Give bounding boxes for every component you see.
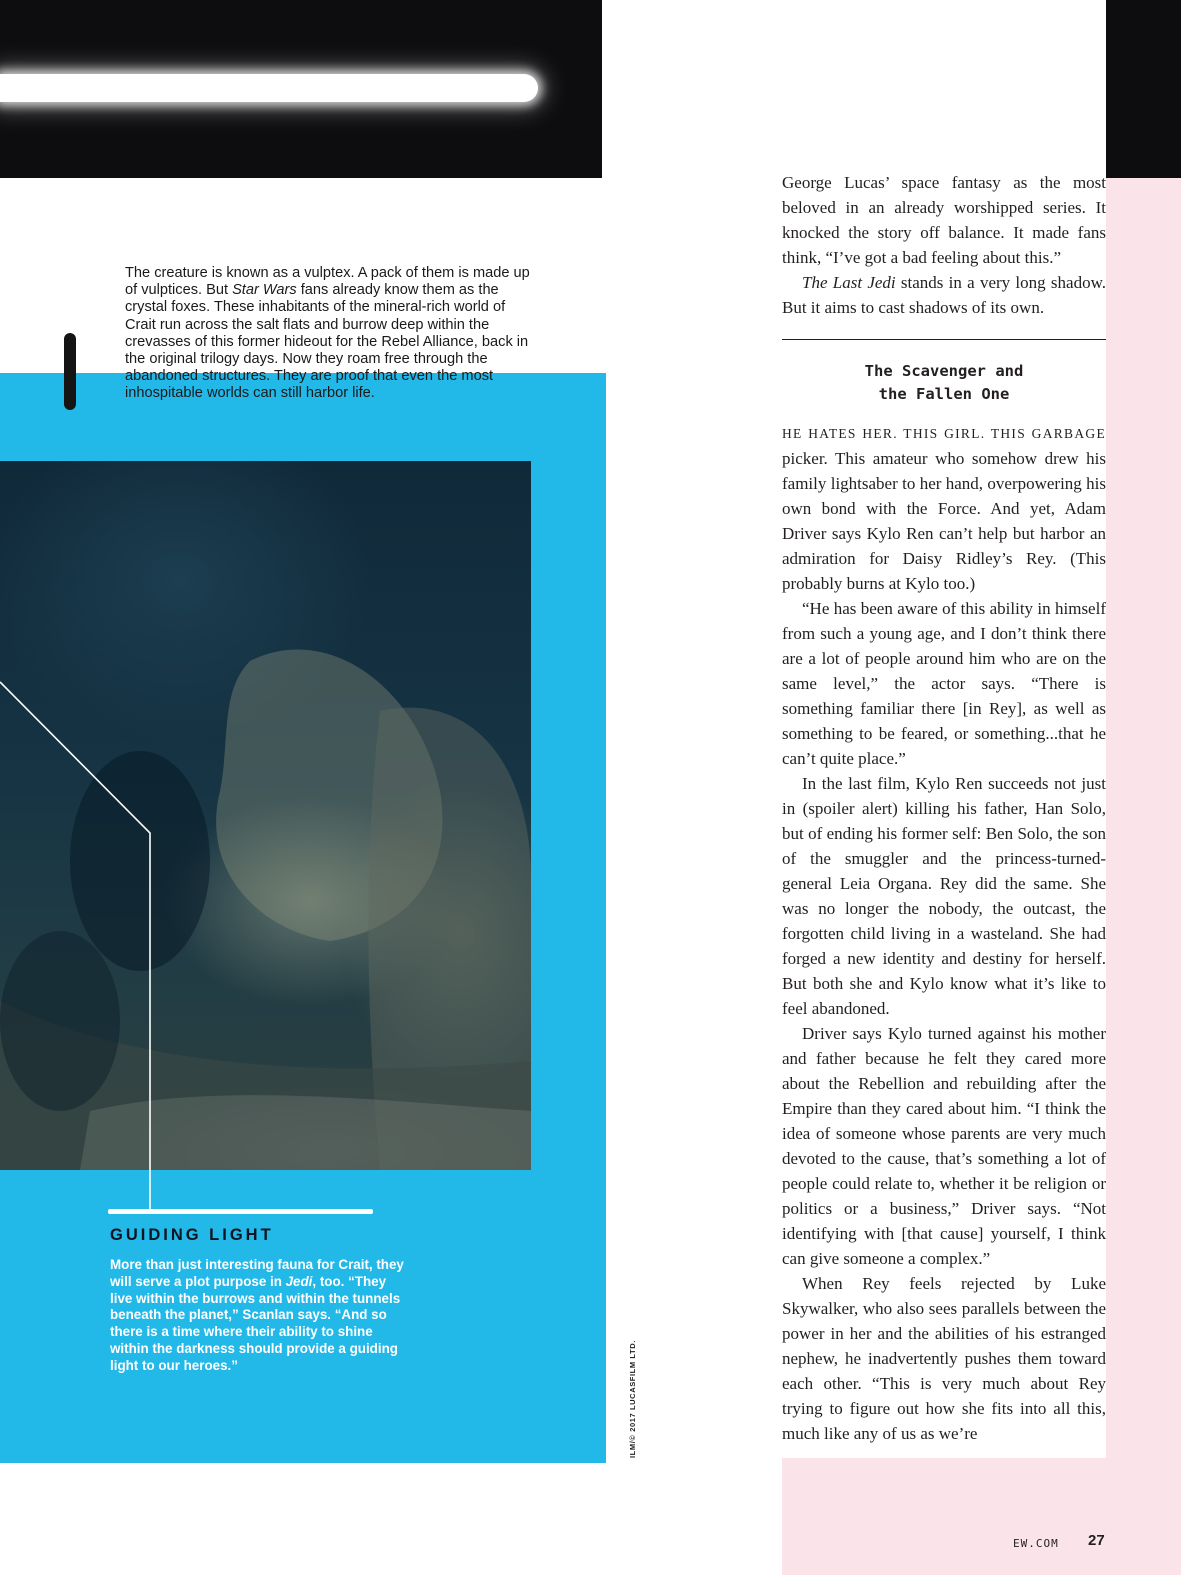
article-lead-paragraph: HE HATES HER. THIS GIRL. THIS GARBAGE picker. This amateur who somehow drew his family lightsaber to her hand, overpowering his own bond with the Force. And yet, Adam Driver says Kylo Ren can’t help but harbor an admiration for Daisy Ridley’s Rey. (This probably burns at Kylo too.): [782, 426, 1106, 593]
page-number: 27: [1088, 1532, 1105, 1549]
lead-in-small-caps: HE HATES HER. THIS GIRL. THIS GARBAGE: [782, 426, 1106, 441]
article-paragraph: The Last Jedi stands in a very long shadow. But it aims to cast shadows of its own.: [782, 273, 1106, 317]
article-paragraph: When Rey feels rejected by Luke Skywalker, who also sees parallels between the power in her and the abilities of his estranged nephew, he inadvertently pushes them toward each other. “This is very much about Rey trying to figure out how she fits into all this, much like any of us as we’re: [782, 1274, 1106, 1443]
lightsaber-beam: [0, 74, 538, 102]
caption-title: GUIDING LIGHT: [110, 1226, 274, 1244]
article-paragraph: George Lucas’ space fantasy as the most beloved in an already worshipped series. It knocked the story off balance. It made fans think, “I’ve got a bad feeling about this.”: [782, 173, 1106, 267]
article-paragraph: “He has been aware of this ability in himself from such a young age, and I don’t think there are a lot of people around him who are on the same level,” the actor says. “There is something familiar there [in Rey], as well as something to be feared, or something...that he can’t quite place.”: [782, 599, 1106, 768]
footer-site: EW.COM: [1013, 1537, 1059, 1550]
section-divider: [782, 339, 1106, 340]
pink-side-strip: [1106, 178, 1181, 1575]
article-paragraph: In the last film, Kylo Ren succeeds not just in (spoiler alert) killing his father, Han Solo, but of ending his former self: Ben Solo, the son of the smuggler and the princess-turned-general Leia Organa. Rey did the same. She was no longer the nobody, the outcast, the forgotten child living in a wasteland. She had forged a new identity and destiny for herself. But both she and Kylo know what it’s like to feel abandoned.: [782, 774, 1106, 1018]
caption-rule: [108, 1209, 373, 1214]
crystal-fox-photo: [0, 461, 531, 1170]
article-column-main: [782, 420, 1106, 1446]
corner-black-block: [1106, 0, 1181, 178]
intro-bracket-mark: [64, 333, 76, 410]
article-paragraph: Driver says Kylo turned against his mother and father because he felt they cared more about the Rebellion and rebuilding after the Empire than they cared about him. “I think the idea of someone whose parents are very much devoted to the cause, that’s something a lot of people could relate to, whether it be religion or politics or a business,” Driver says. “Not identifying with [that cause] yourself, I think can give someone a complex.”: [782, 1024, 1106, 1268]
section-subhead: The Scavenger and the Fallen One: [864, 362, 1024, 403]
pink-bottom-block: [782, 1458, 1181, 1575]
intro-paragraph: The creature is known as a vulptex. A pack of them is made up of vulptices. But Star Wars fans already know them as the crystal foxes. These inhabitants of the mineral-rich world of Crait run across the salt flats and burrow deep within the crevasses of this former hideout for the Rebel Alliance, back in the original trilogy days. Now they roam free through the abandoned structures. They are proof that even the most inhospitable worlds can still harbor life.: [125, 265, 530, 402]
article-column-top: [782, 170, 1106, 320]
photo-credit: ILM/© 2017 LUCASFILM LTD.: [628, 1340, 637, 1458]
photo-texture: [0, 461, 531, 1170]
caption-body: More than just interesting fauna for Crait, they will serve a plot purpose in Jedi, too. “They live within the burrows and within the tunnels beneath the planet,” Scanlan says. “And so there is a time where their ability to shine within the darkness should provide a guiding light to our heroes.”: [110, 1257, 404, 1373]
